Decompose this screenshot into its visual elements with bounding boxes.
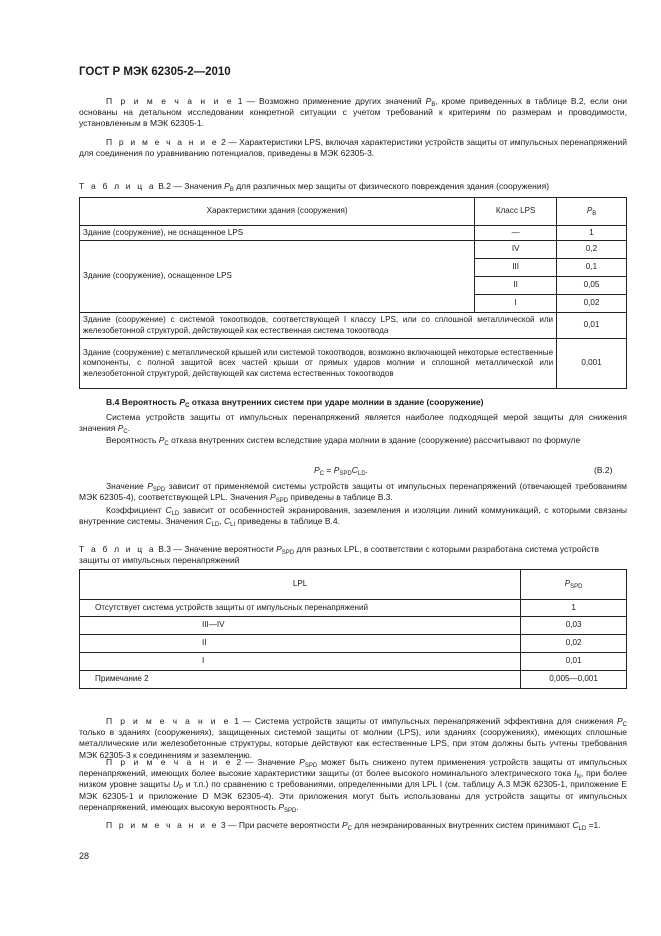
section-heading-b4: B.4 Вероятность $P_C$ отказа внутренних систем при ударе молнии в здание (сооружение) bbox=[106, 397, 484, 409]
table-b2-col-pb: $P_B$ bbox=[557, 198, 627, 226]
note-2-top: П р и м е ч а н и е 2 — Характеристики LPS, включая характеристики устройств защиты от импульсных перенапряжений для соединения по уравниванию потенциалов, приведены в МЭК 62305-3. bbox=[79, 137, 627, 159]
table-row-value: 0,005—0,001 bbox=[521, 671, 627, 689]
table-row-lpl: I bbox=[80, 653, 521, 671]
table-b3-col-pspd: $P_{SPD}$ bbox=[521, 570, 627, 600]
formula-number: (B.2) bbox=[594, 465, 613, 475]
section-b4-para-4: Коэффициент $C_{LD}$ зависит от особенностей экранирования, заземления и изоляции линий коммуникаций, с которыми связаны внутренние системы. Значения $C_{LD}$, $C_{LI}$ приведены в таблице B.4. bbox=[79, 505, 628, 529]
section-b4-para-1: Система устройств защиты от импульсных перенапряжений является наиболее подходящей мерой защиты для снижения значения $P_C$. bbox=[79, 412, 627, 436]
table-b2-caption: Т а б л и ц а B.2 — Значения $P_B$ для различных мер защиты от физического повреждения здания (сооружения) bbox=[79, 181, 550, 193]
note-2-bottom: П р и м е ч а н и е 2 — Значение $P_{SPD}$ может быть снижено путем применения устройств защиты от импульсных перенапряжений, имеющих более высокие характеристики защиты (от более высокого номинального электрического тока $I_N$, при более низком уровне защиты $U_P$ и т.п.) по сравнению с требованиями, определенными для LPL I (см. таблицу A.3 МЭК 62305-1, приложение E МЭК 62305-1 и приложение D МЭК 62305-4). Эти приложения могут быть использованы для устройств защиты от импульсных перенапряжений, имеющих высокую вероятность $P_{SPD}$. bbox=[79, 757, 627, 814]
table-row-desc: Здание (сооружение) с системой токоотводов, соответствующей I классу LPS, или со сплошной металлической или железобетонной структурой, действующей как естественная система токоотвода bbox=[80, 313, 557, 339]
table-row-value: 0,01 bbox=[557, 313, 627, 339]
table-row-class: — bbox=[475, 226, 557, 241]
table-row-desc: Здание (сооружение), оснащенное LPS bbox=[80, 241, 475, 313]
table-b2-col-characteristics: Характеристики здания (сооружения) bbox=[80, 198, 475, 226]
table-b3 bbox=[79, 569, 627, 689]
table-b3-col-lpl: LPL bbox=[80, 570, 521, 600]
table-row-value: 0,2 bbox=[557, 241, 627, 259]
note-1-top: П р и м е ч а н и е 1 — Возможно применение других значений $P_B$, кроме приведенных в таблице B.2, если они основаны на детальном исследовании конкретной ситуации с учетом требований к критериям по размерам и проводимости, установленным в МЭК 62305-1. bbox=[79, 96, 627, 129]
table-row-lpl: Примечание 2 bbox=[80, 671, 521, 689]
table-row-class: III bbox=[475, 259, 557, 277]
table-row-value: 0,02 bbox=[557, 295, 627, 313]
table-row-value: 0,05 bbox=[557, 277, 627, 295]
note-3-bottom: П р и м е ч а н и е 3 — При расчете вероятности $P_C$ для неэкранированных внутренних систем принимают $C_{LD} =1$. bbox=[106, 820, 601, 832]
table-b2-col-lps-class: Класс LPS bbox=[475, 198, 557, 226]
table-row-desc: Здание (сооружение) с металлической крышей или системой токоотводов, возможно включающей некоторые естественные компоненты, с полной защитой всех частей крыши от прямых ударов молнии и сплошной металлической или железобетонной структурой, действующей как система естественных токоотводов bbox=[80, 339, 557, 389]
table-row-lpl: II bbox=[80, 635, 521, 653]
table-row-value: 0,1 bbox=[557, 259, 627, 277]
formula-b2: $P_C = P_{SPD}C_{LD}$. bbox=[314, 465, 368, 477]
table-row-value: 0,03 bbox=[521, 617, 627, 635]
note-1-bottom: П р и м е ч а н и е 1 — Система устройств защиты от импульсных перенапряжений эффективна для снижения $P_C$ только в зданиях (сооружениях), защищенных системой защиты от молнии (LPS), или зданиях (сооружениях), имеющих сплошные металлические или железобетонные структуры, которые действуют как естественные LPS, при этом должны быть учтены требования МЭК 62305-3 к соединениям и заземлению. bbox=[79, 716, 627, 760]
table-row-value: 0,01 bbox=[521, 653, 627, 671]
document-header: ГОСТ Р МЭК 62305-2—2010 bbox=[79, 66, 231, 78]
page-number: 28 bbox=[79, 851, 90, 861]
table-row-value: 1 bbox=[557, 226, 627, 241]
table-row-lpl: III—IV bbox=[80, 617, 521, 635]
table-row-class: IV bbox=[475, 241, 557, 259]
section-b4-para-3: Значение $P_{SPD}$ зависит от применяемой системы устройств защиты от импульсных перенапряжений (отвечающей требованиям МЭК 62305-4), соответствующей LPL. Значения $P_{SPD}$ приведены в таблице B.3. bbox=[79, 481, 627, 505]
table-row-lpl: Отсутствует система устройств защиты от импульсных перенапряжений bbox=[80, 600, 521, 617]
table-row-value: 1 bbox=[521, 600, 627, 617]
table-b3-caption: Т а б л и ц а B.3 — Значение вероятности $P_{SPD}$ для разных LPL, в соответствии с которыми разработана система устройств защиты от импульсных перенапряжений bbox=[79, 544, 599, 566]
table-b2 bbox=[79, 197, 627, 389]
section-b4-para-2: Вероятность $P_C$ отказа внутренних систем вследствие удара молнии в здание (сооружение) рассчитывают по формуле bbox=[106, 435, 581, 447]
table-row-value: 0,001 bbox=[557, 339, 627, 389]
table-row-class: II bbox=[475, 277, 557, 295]
table-row-value: 0,02 bbox=[521, 635, 627, 653]
table-row-desc: Здание (сооружение), не оснащенное LPS bbox=[80, 226, 475, 241]
table-row-class: I bbox=[475, 295, 557, 313]
